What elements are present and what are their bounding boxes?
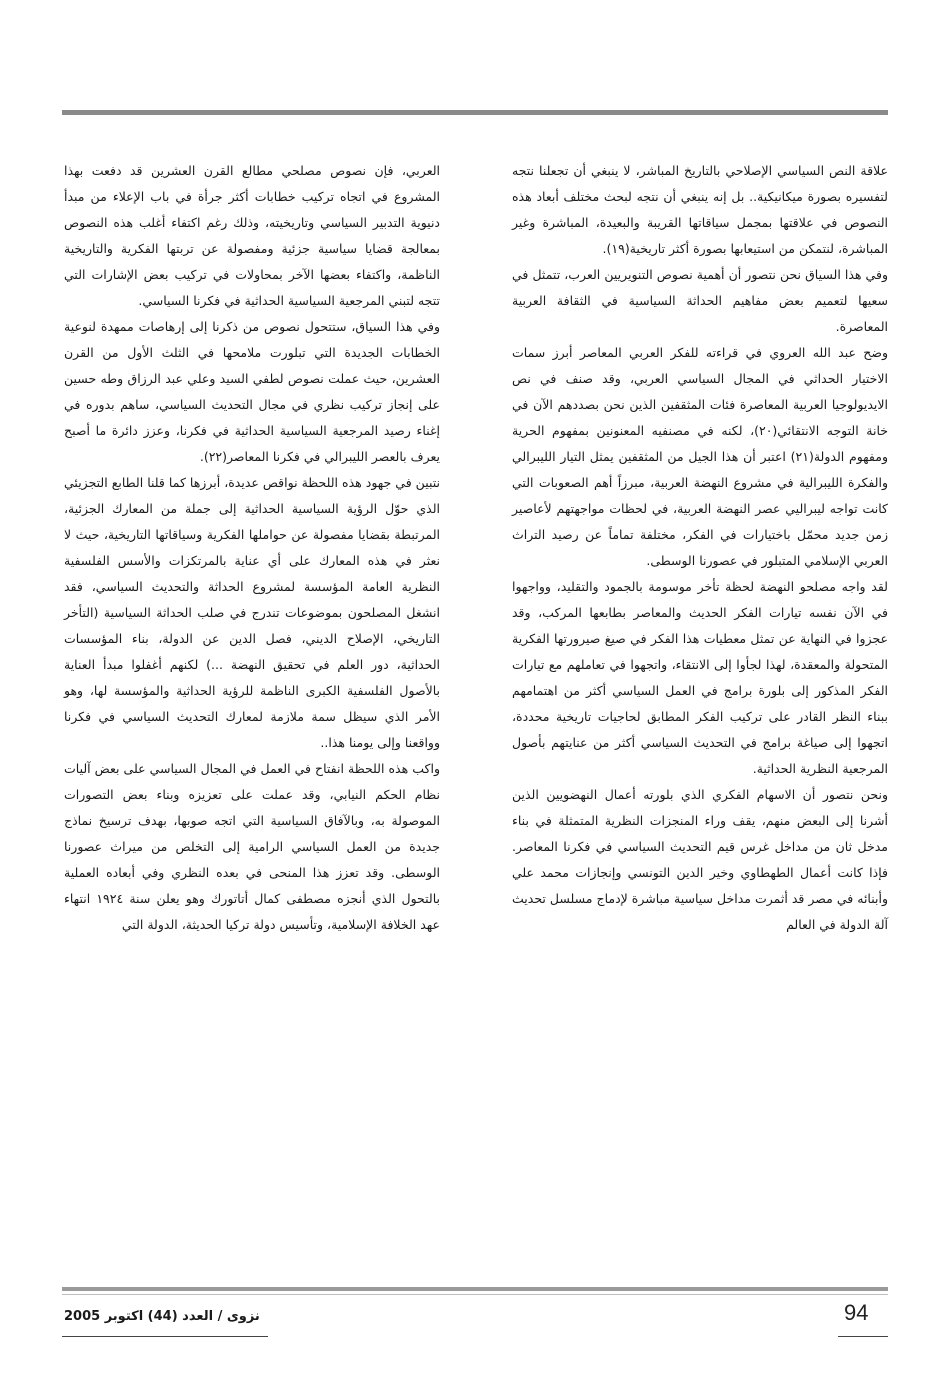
paragraph: العربي، فإن نصوص مصلحي مطالع القرن العشرين قد دفعت بهذا المشروع في اتجاه تركيب خطابات أكثر جرأة في باب الإعلاء من مبدأ دنيوية التدبير السياسي وتاريخيته، وذلك رغم اكتفاء أغلب هذه النصوص بمعالجة قضايا سياسية جزئية ومفصولة عن تربتها الفكرية والتاريخية الناظمة، واكتفاء بعضها الآخر بمحاولات في تركيب بعض الإشارات التي تتجه لتبني المرجعية السياسية الحداثية في فكرنا السياسي. [64, 163, 440, 308]
paragraph: وفي هذا السياق، ستتحول نصوص من ذكرنا إلى إرهاصات ممهدة لنوعية الخطابات الجديدة التي تبلورت ملامحها في الثلث الأول من القرن العشرين، حيث عملت نصوص لطفي السيد وعلي عبد الرزاق وطه حسين على إنجاز تركيب نظري في مجال التحديث السياسي، ساهم بدوره في إغناء رصيد المرجعية السياسية الحداثية في فكرنا، وعزز دائرة ما أصبح يعرف بالعصر الليبرالي في فكرنا المعاصر(٢٢). [64, 319, 440, 464]
paragraph: وضح عبد الله العروي في قراءته للفكر العربي المعاصر أبرز سمات الاختيار الحداثي في المجال السياسي العربي، وقد صنف في نص الايديولوجيا العربية المعاصرة فئات المثقفين الذين نحن بصددهم الآن في خانة التوجه الانتقائي(٢٠)، لكنه في مصنفيه المعنونين بمفهوم الحرية ومفهوم الدولة(٢١) اعتبر أن هذا الجيل من المثقفين يمثل التيار الليبرالي والفكرة الليبرالية في مشروع النهضة العربية، مبرزاً أهم الصعوبات التي كانت تواجه ليبراليي عصر النهضة العربية، في لحظات مواجهتهم لأعاصير زمن جديد محمّل باختيارات في الفكر، مختلفة تماماً عن رصيد التراث العربي الإسلامي المتبلور في عصورنا الوسطى. [512, 345, 888, 568]
issue-info-underline [62, 1336, 268, 1337]
paragraph: واكب هذه اللحظة انفتاح في العمل في المجال السياسي على بعض آليات نظام الحكم النيابي، وقد عملت على تعزيزه وبناء بعض التصورات الموصولة به، وبالآفاق السياسية التي اتجه صوبها، بهدف ترسيخ نماذج جديدة من العمل السياسي الرامية إلى التخلص من ميراث عصورنا الوسطى. وقد تعزز هذا المنحى في بعده النظري وفي أبعاده العملية بالتحول الذي أنجزه مصطفى كمال أتاتورك وهو يعلن سنة ١٩٢٤ انتهاء عهد الخلافة الإسلامية، وتأسيس دولة تركيا الحديثة، الدولة التي [64, 761, 440, 932]
paragraph: علاقة النص السياسي الإصلاحي بالتاريخ المباشر، لا ينبغي أن تجعلنا نتجه لتفسيره بصورة ميكانيكية.. بل إنه ينبغي أن نتجه لبحث مختلف أبعاد هذه النصوص في علاقتها بمجمل سياقاتها القريبة والبعيدة، المباشرة وغير المباشرة، لنتمكن من استيعابها بصورة أكثر تاريخية(١٩). [512, 163, 888, 256]
paragraph: نتبين في جهود هذه اللحظة نواقص عديدة، أبرزها كما قلنا الطابع التجزيئي الذي حوّل الرؤية السياسية الحداثية إلى جملة من المعارك الجزئية، المرتبطة بقضايا مفصولة عن حواملها الفكرية وسياقاتها التاريخية، حيث لا نعثر في هذه المعارك على أي عناية بالمرتكزات والأسس الفلسفية النظرية العامة المؤسسة لمشروع الحداثة والتحديث السياسي، فقد انشغل المصلحون بموضوعات تندرج في صلب الحداثة السياسية (التأخر التاريخي، الإصلاح الديني، فصل الدين عن الدولة، بناء المؤسسات الحداثية، دور العلم في تحقيق النهضة ...) لكنهم أغفلوا مبدأ العناية بالأصول الفلسفية الكبرى الناظمة للرؤية الحداثية والمؤسسة لها، وهو الأمر الذي سيظل سمة ملازمة لمعارك التحديث السياسي في فكرنا وواقعنا وإلى يومنا هذا.. [64, 475, 440, 750]
page-number-underline [838, 1336, 888, 1337]
left-text-column [64, 158, 440, 938]
paragraph: وفي هذا السياق نحن نتصور أن أهمية نصوص التنويريين العرب، تتمثل في سعيها لتعميم بعض مفاهيم الحداثة السياسية في الثقافة العربية المعاصرة. [512, 267, 888, 334]
bottom-divider-thin-rule [62, 1294, 888, 1295]
issue-info: نزوى / العدد (44) اكتوبر 2005 [64, 1309, 260, 1324]
paragraph: لقد واجه مصلحو النهضة لحظة تأخر موسومة بالجمود والتقليد، وواجهوا في الآن نفسه تيارات الفكر الحديث والمعاصر بطابعها المركب، وقد عجزوا في النهاية عن تمثل معطيات هذا الفكر في صيغ صيرورتها الفكرية المتحولة والمعقدة، لهذا لجأوا إلى الانتقاء، واتجهوا في تعاملهم مع تيارات الفكر المذكور إلى بلورة برامج في العمل السياسي أكثر من اهتمامهم ببناء النظر القادر على تركيب الفكر المطابق لحاجيات تاريخية محددة، اتجهوا إلى صياغة برامج في التحديث السياسي أكثر من عنايتهم بأصول المرجعية النظرية الحداثية. [512, 579, 888, 776]
page-number: 94 [844, 1300, 869, 1325]
right-text-column [512, 158, 888, 938]
top-divider-rule [62, 110, 888, 115]
bottom-divider-rule [62, 1287, 888, 1291]
paragraph: ونحن نتصور أن الاسهام الفكري الذي بلورته أعمال النهضويين الذين أشرنا إلى البعض منهم، يقف وراء المنجزات النظرية المتمثلة في بناء مدخل ثان من مداخل غرس قيم التحديث السياسي في فكرنا المعاصر. فإذا كانت أعمال الطهطاوي وخير الدين التونسي وإنجازات محمد علي وأبنائه في مصر قد أثمرت مداخل سياسية مباشرة لإدماج مسلسل تحديث آلة الدولة في العالم [512, 787, 888, 932]
